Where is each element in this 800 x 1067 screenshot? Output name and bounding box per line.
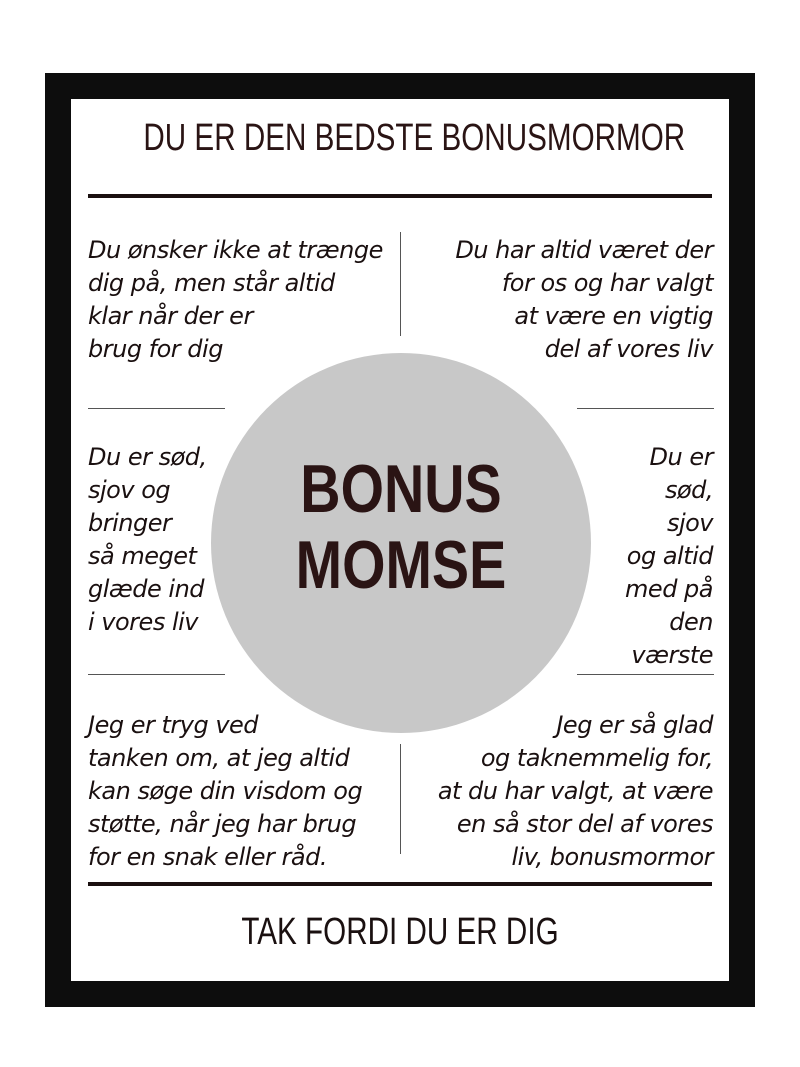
poster <box>71 99 729 981</box>
center-line-1: BONUS <box>300 451 502 527</box>
lower-vertical-divider <box>400 744 401 854</box>
text-bottom-right: Jeg er så glad og taknemmelig for, at du har valgt, at være en så stor del af vores liv, bonusmormor <box>437 711 713 871</box>
poster-footer: TAK FORDI DU ER DIG <box>241 911 559 953</box>
divider-right-lower <box>577 674 714 675</box>
top-divider <box>88 194 712 198</box>
bottom-divider <box>88 882 712 886</box>
poster-title: DU ER DEN BEDSTE BONUSMORMOR <box>143 117 686 159</box>
upper-vertical-divider <box>400 232 401 336</box>
text-bottom-left: Jeg er tryg ved tanken om, at jeg altid kan søge din visdom og støtte, når jeg har brug for en snak eller råd. <box>88 711 363 871</box>
text-middle-right: Du er sød, sjov og altid med på den værste <box>625 443 713 669</box>
center-line-2: MOMSE <box>295 527 507 603</box>
divider-left-lower <box>88 674 225 675</box>
divider-right-upper <box>577 408 714 409</box>
divider-left-upper <box>88 408 225 409</box>
text-top-left: Du ønsker ikke at trænge dig på, men står altid klar når der er brug for dig <box>88 236 383 363</box>
center-heading <box>245 451 557 603</box>
text-middle-left: Du er sød, sjov og bringer så meget glæde ind i vores liv <box>88 443 207 636</box>
text-top-right: Du har altid været der for os og har valgt at være en vigtig del af vores liv <box>455 236 713 363</box>
